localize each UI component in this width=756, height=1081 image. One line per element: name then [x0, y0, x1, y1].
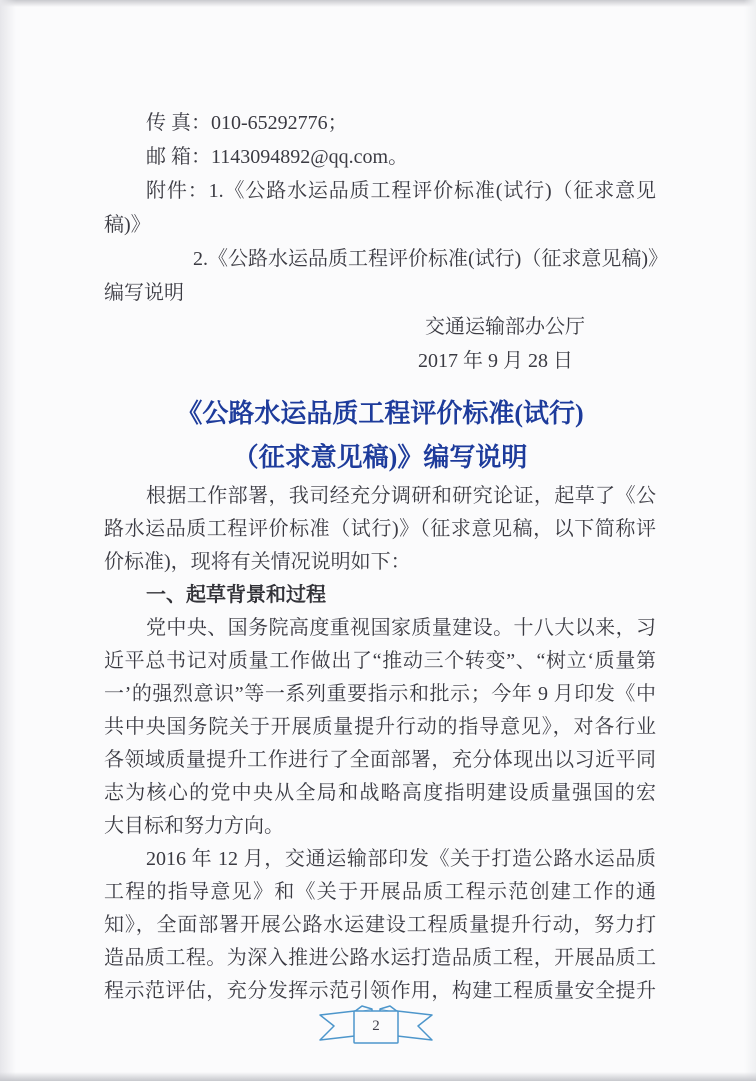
paragraph-line: 近平总书记对质量工作做出了“推动三个转变”、“树立‘质量第	[104, 650, 656, 672]
attachment-line: 附件：1.《公路水运品质工程评价标准(试行)（征求意见	[146, 180, 656, 202]
scan-edge-left	[0, 0, 16, 1081]
scan-edge-top	[0, 0, 756, 7]
page-number-ribbon	[312, 1001, 440, 1047]
page-number: 2	[372, 1018, 380, 1034]
intro-paragraph-line: 根据工作部署，我司经充分调研和研究论证，起草了《公	[146, 485, 656, 507]
paragraph-line: 党中央、国务院高度重视国家质量建设。十八大以来，习	[146, 617, 656, 639]
signature-org: 交通运输部办公厅	[425, 316, 585, 338]
document-title-line2: （征求意见稿)》编写说明	[232, 443, 528, 472]
paragraph-line: 大目标和努力方向。	[104, 815, 284, 837]
document-title	[104, 392, 656, 480]
document-content	[104, 106, 668, 1008]
attachment-line: 2.《公路水运品质工程评价标准(试行)（征求意见稿)》	[193, 248, 668, 270]
attachment-line: 稿)》	[104, 214, 151, 236]
intro-paragraph-line: 价标准)，现将有关情况说明如下：	[104, 551, 411, 573]
paragraph-line: 共中央国务院关于开展质量提升行动的指导意见》，对各行业	[104, 716, 656, 738]
paragraph-line: 造品质工程。为深入推进公路水运打造品质工程，开展品质工	[104, 947, 656, 969]
document-title-line1: 《公路水运品质工程评价标准(试行)	[176, 399, 584, 428]
paragraph-line: 知》，全面部署开展公路水运建设工程质量提升行动，努力打	[104, 914, 656, 936]
paragraph-line: 工程的指导意见》和《关于开展品质工程示范创建工作的通	[104, 881, 656, 903]
paragraph-line: 程示范评估，充分发挥示范引领作用，构建工程质量安全提升	[104, 980, 656, 1002]
paragraph-line: 一’的强烈意识”等一系列重要指示和批示；今年 9 月印发《中	[104, 683, 656, 705]
scan-edge-right	[744, 0, 756, 1081]
scan-edge-bottom	[0, 1072, 756, 1081]
paragraph-line: 各领域质量提升工作进行了全面部署，充分体现出以习近平同	[104, 749, 656, 771]
contact-fax-line: 传 真：010-65292776；	[146, 112, 348, 134]
attachment-line: 编写说明	[104, 282, 184, 304]
paragraph-line: 志为核心的党中央从全局和战略高度指明建设质量强国的宏	[104, 782, 656, 804]
section-heading: 一、起草背景和过程	[146, 584, 326, 606]
intro-paragraph-line: 路水运品质工程评价标准（试行)》（征求意见稿，以下简称评	[104, 518, 656, 540]
contact-email-line: 邮 箱：1143094892@qq.com。	[146, 146, 409, 168]
paragraph-line: 2016 年 12 月，交通运输部印发《关于打造公路水运品质	[146, 848, 656, 870]
signature-date: 2017 年 9 月 28 日	[418, 350, 573, 372]
